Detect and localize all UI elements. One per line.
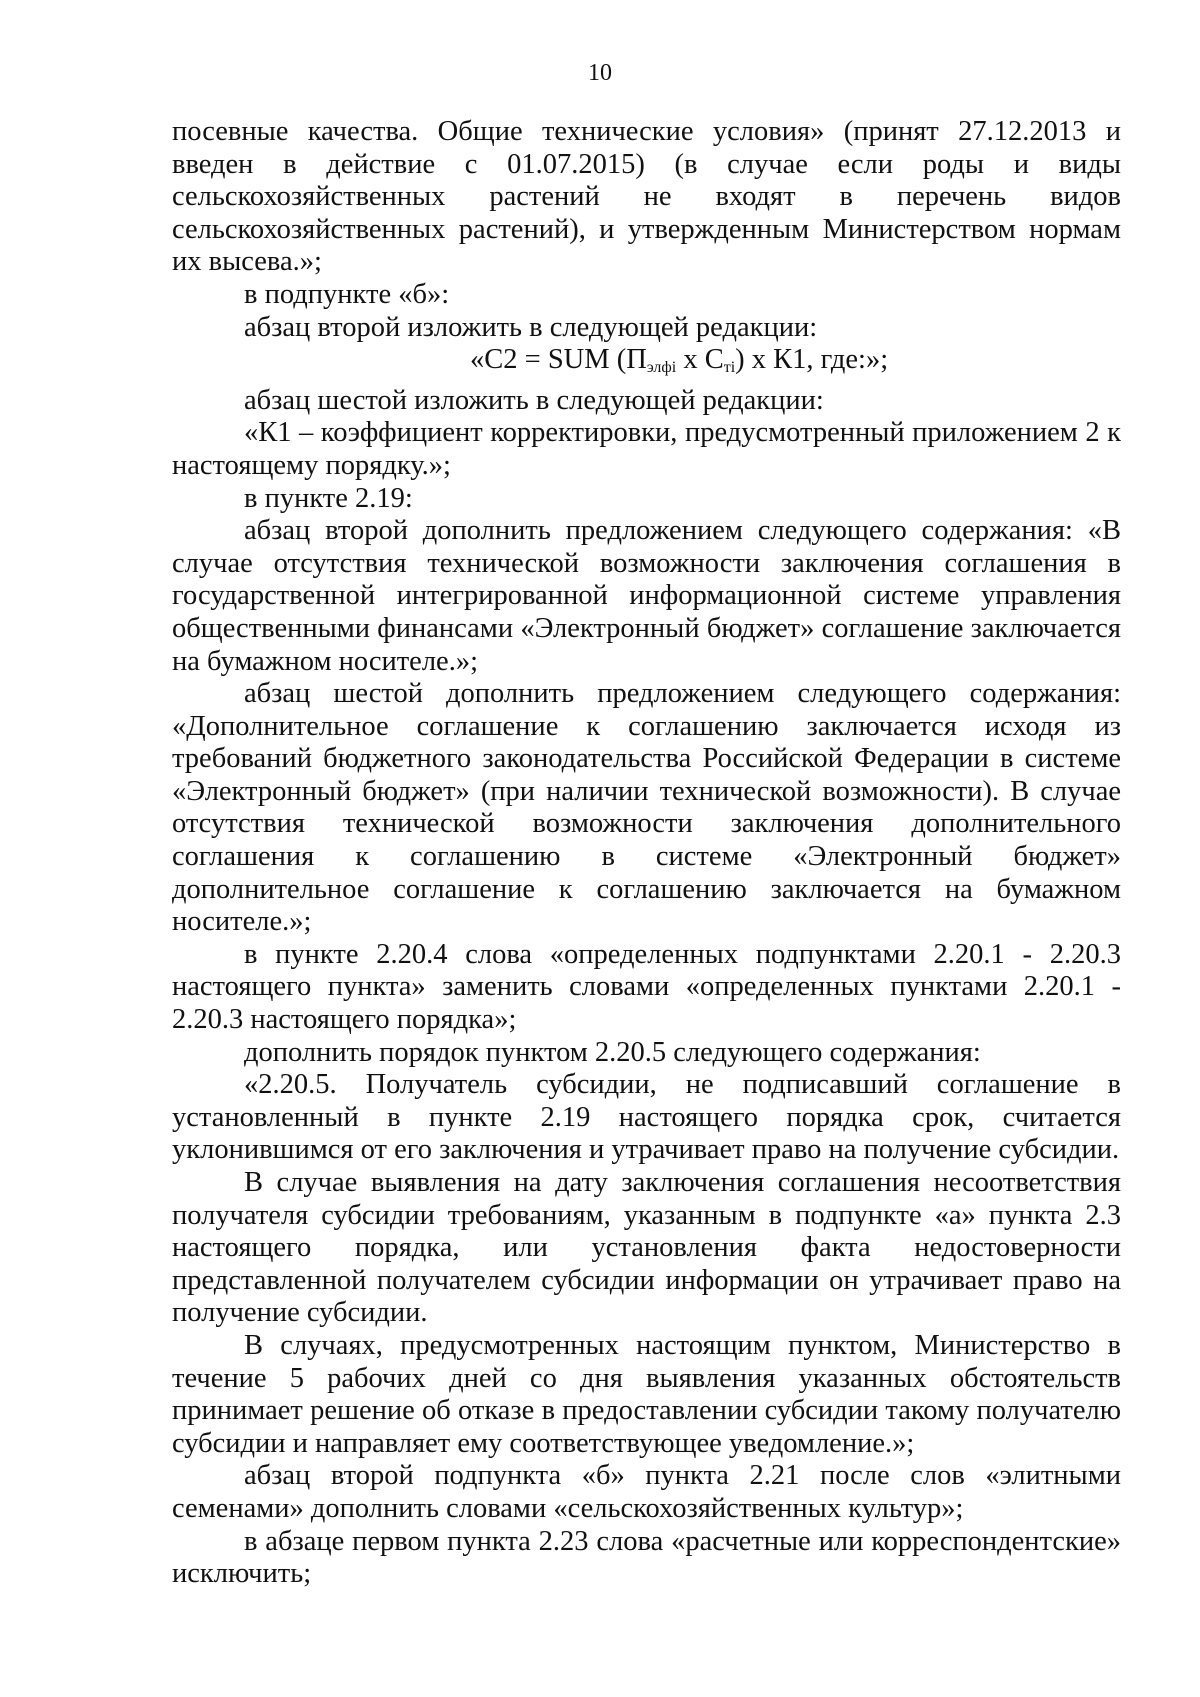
paragraph: абзац второй подпункта «б» пункта 2.21 после слов «элитными семенами» дополнить словами «сельскохозяйственных культур»;: [172, 1460, 1121, 1524]
paragraph: абзац шестой изложить в следующей редакции:: [244, 384, 824, 416]
formula-middle: х С: [676, 344, 724, 376]
paragraph: посевные качества. Общие технические условия» (принят 27.12.2013 и введен в действие с 01.07.2015) (в случае если роды и виды сельскохозяйственных растений не входят в перечень видов сельскохозяйственных растений), и утвержденным Министерством нормам их высева.»;: [172, 116, 1121, 278]
paragraph: «2.20.5. Получатель субсидии, не подписавший соглашение в установленный в пункте 2.19 настоящего порядка срок, считается уклонившимся от его заключения и утрачивает право на получение субсидии.: [172, 1069, 1121, 1166]
formula: [172, 344, 1121, 385]
paragraph: В случаях, предусмотренных настоящим пунктом, Министерство в течение 5 рабочих дней со дня выявления указанных обстоятельств принимает решение об отказе в предоставлении субсидии такому получателю субсидии и направляет ему соответствующее уведомление.»;: [172, 1329, 1121, 1459]
paragraph: абзац шестой дополнить предложением следующего содержания: «Дополнительное соглашение к соглашению заключается исходя из требований бюджетного законодательства Российской Федерации в системе «Электронный бюджет» (при наличии технической возможности). В случае отсутствия технической возможности заключения дополнительного соглашения к соглашению в системе «Электронный бюджет» дополнительное соглашение к соглашению заключается на бумажном носителе.»;: [172, 678, 1121, 938]
formula-suffix: ) х К1, где:»;: [735, 344, 889, 376]
paragraph: в пункте 2.20.4 слова «определенных подпунктами 2.20.1 - 2.20.3 настоящего пункта» заменить словами «определенных пунктами 2.20.1 - 2.20.3 настоящего порядка»;: [172, 938, 1121, 1036]
paragraph: В случае выявления на дату заключения соглашения несоответствия получателя субсидии требованиям, указанным в подпункте «а» пункта 2.3 настоящего порядка, или установления факта недостоверности представленной получателем субсидии информации он утрачивает право на получение субсидии.: [172, 1167, 1121, 1329]
paragraph: абзац второй дополнить предложением следующего содержания: «В случае отсутствия технической возможности заключения соглашения в государственной интегрированной информационной системе управления общественными финансами «Электронный бюджет» соглашение заключается на бумажном носителе.»;: [172, 515, 1121, 677]
formula-prefix: «С2 = SUM (П: [470, 344, 647, 376]
paragraph: дополнить порядок пунктом 2.20.5 следующего содержания:: [244, 1036, 981, 1068]
document-body: [172, 116, 1121, 1591]
paragraph: абзац второй изложить в следующей редакции:: [244, 311, 818, 343]
paragraph: «К1 – коэффициент корректировки, предусмотренный приложением 2 к настоящему порядку.»;: [172, 417, 1121, 481]
formula-subscript: элфi: [646, 359, 677, 377]
paragraph: в пункте 2.19:: [244, 482, 413, 514]
paragraph: в подпункте «б»:: [244, 278, 450, 310]
formula-subscript: тi: [723, 359, 736, 377]
paragraph: в абзаце первом пункта 2.23 слова «расчетные или корреспондентские» исключить;: [172, 1525, 1121, 1590]
page-number: 10: [588, 60, 612, 86]
